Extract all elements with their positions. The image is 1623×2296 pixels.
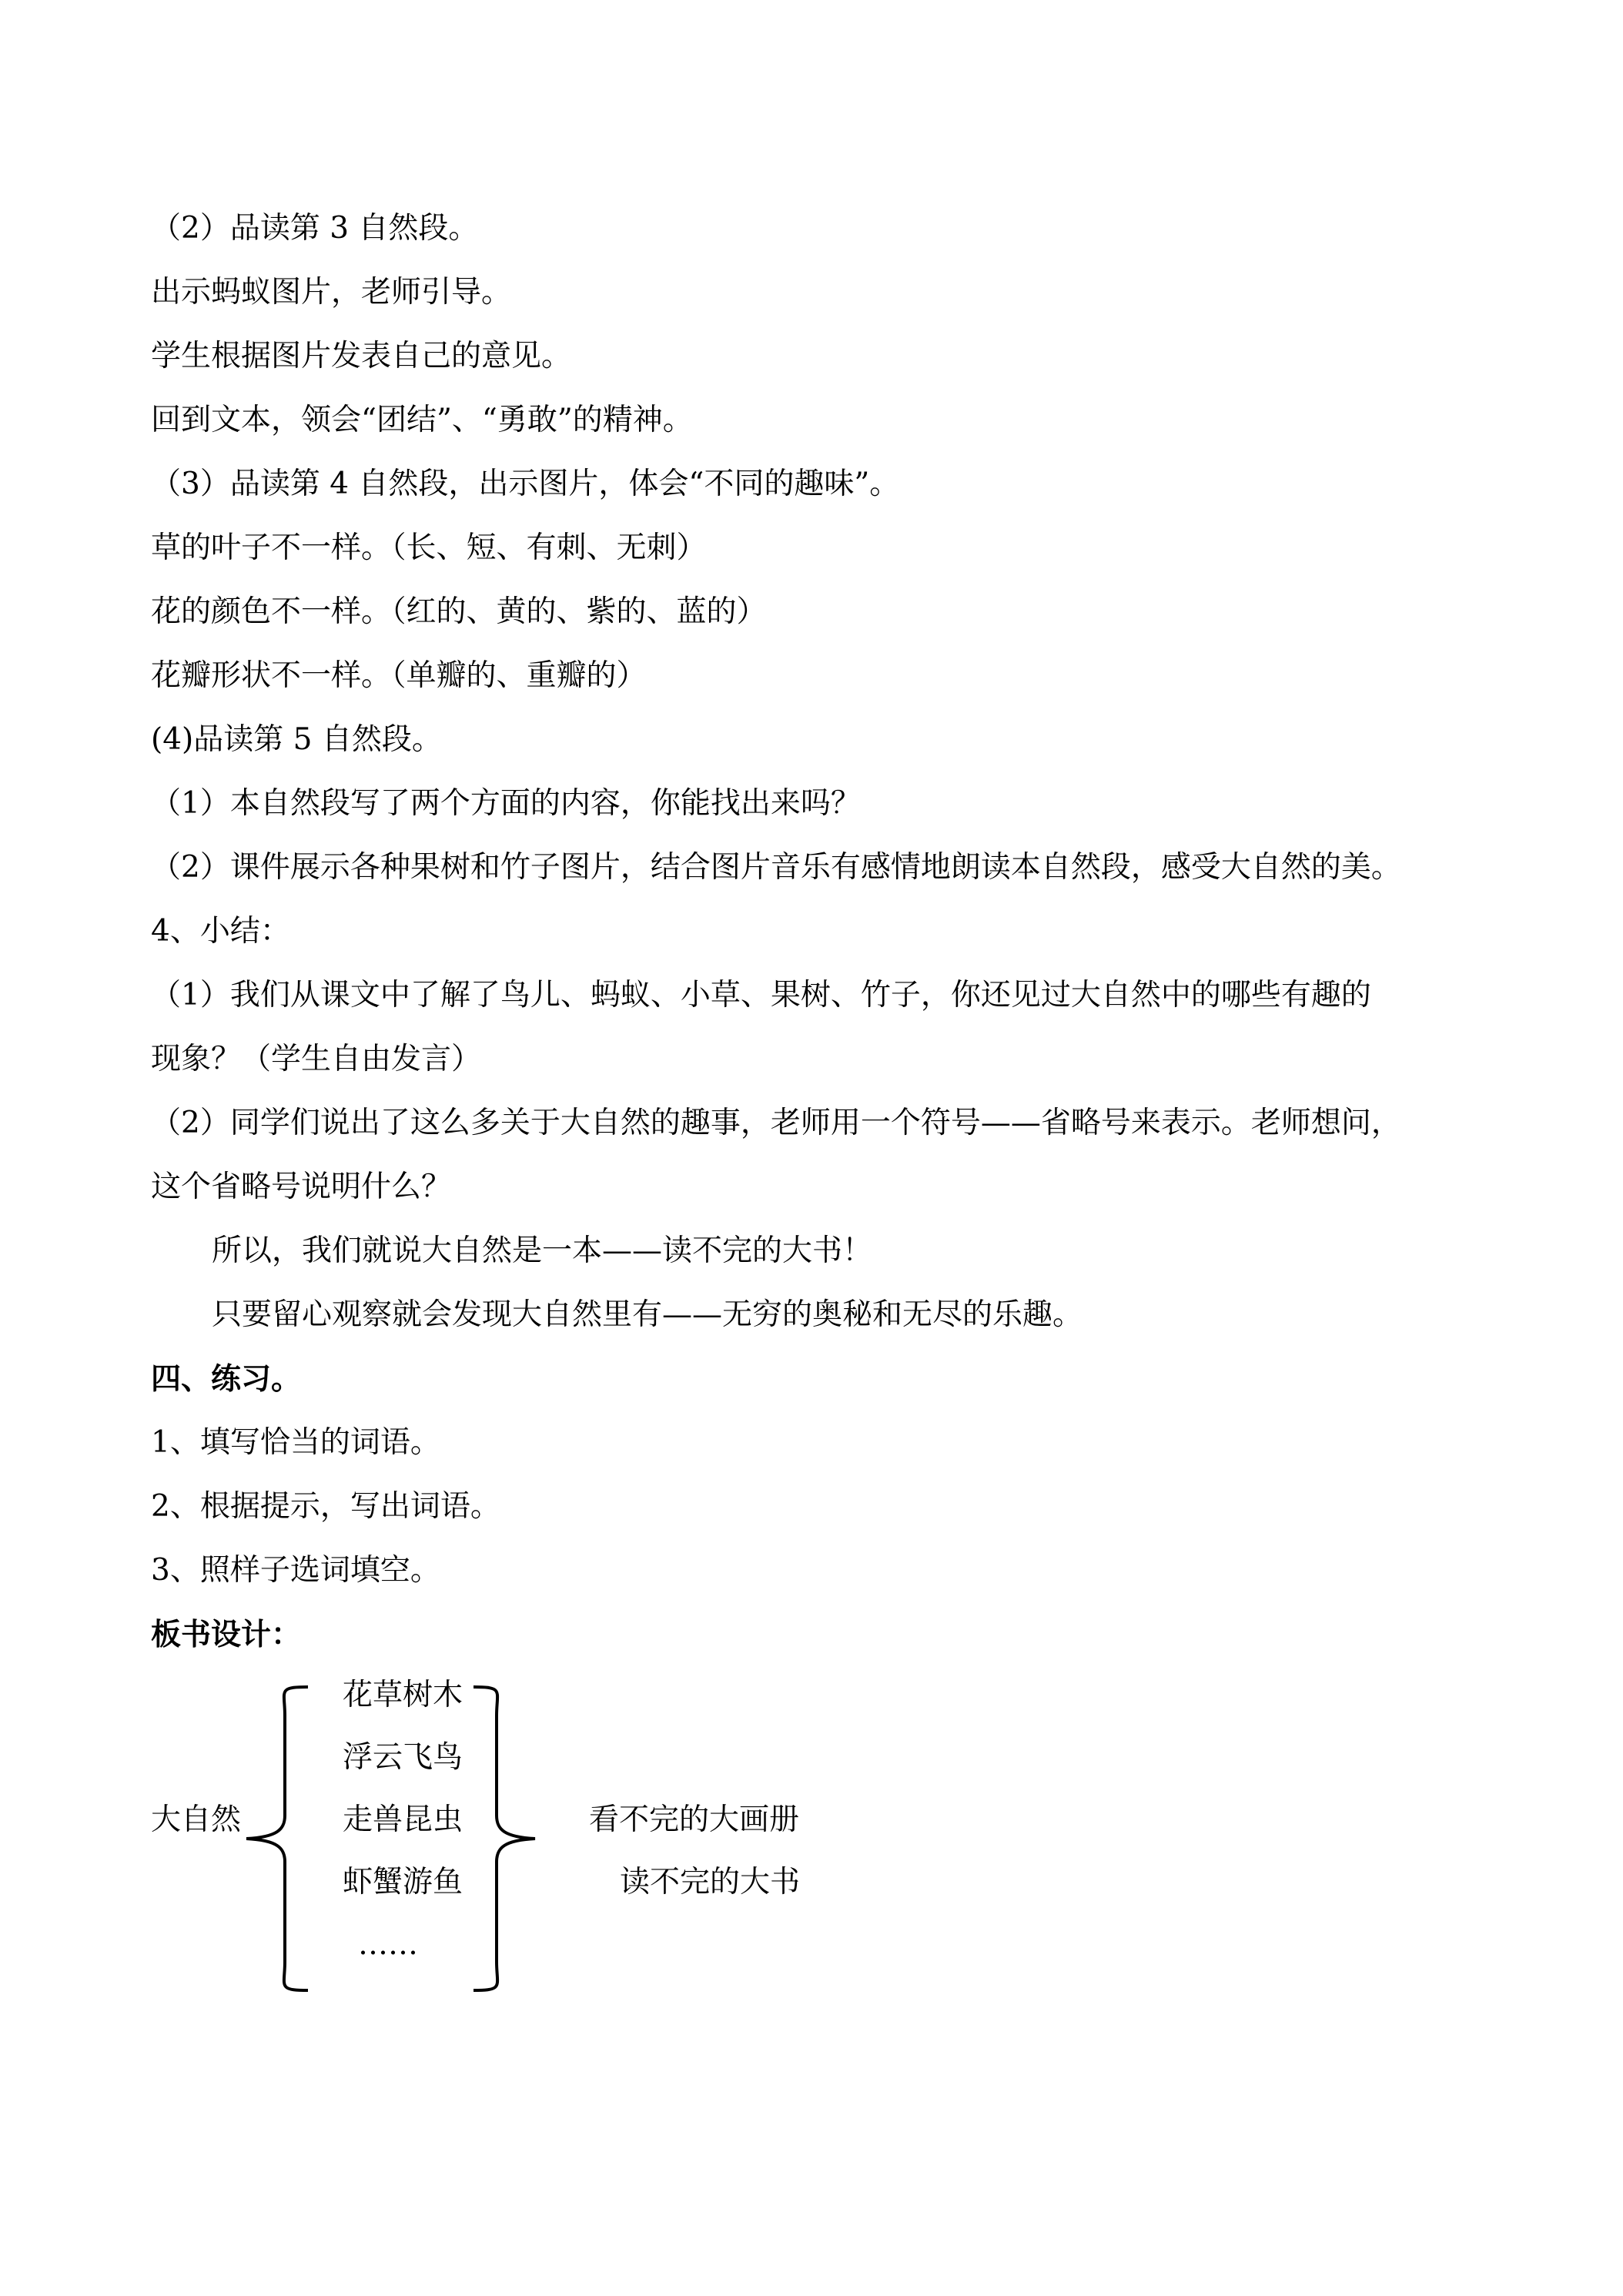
left-brace [243, 1685, 312, 1993]
text-line: （2）品读第 3 自然段。 [151, 211, 479, 246]
board-conclusion: 看不完的大画册 [589, 1802, 800, 1837]
text-line: （2）同学们说出了这么多关于大自然的趣事，老师用一个符号——省略号来表示。老师想问， [151, 1106, 1401, 1140]
text-line: 草的叶子不一样。（长、短、有刺、无刺） [151, 530, 707, 565]
text-line: 学生根据图片发表自己的意见。 [151, 339, 572, 373]
text-line: 现象？（学生自由发言） [151, 1042, 482, 1076]
text-line: 出示蚂蚁图片，老师引导。 [151, 275, 512, 310]
text-line: 回到文本，领会“团结”、“勇敢”的精神。 [151, 403, 693, 437]
board-heading: 板书设计： [151, 1617, 302, 1652]
practice-item: 3、照样子选词填空。 [151, 1553, 440, 1588]
text-line: 花的颜色不一样。（红的、黄的、紫的、蓝的） [151, 594, 767, 629]
board-item: 走兽昆虫 [343, 1802, 463, 1837]
board-root-word: 大自然 [151, 1802, 242, 1837]
practice-heading: 四、练习。 [151, 1361, 302, 1397]
text-line: 所以，我们就说大自然是一本——读不完的大书！ [212, 1233, 873, 1268]
board-item: 花草树木 [343, 1678, 463, 1712]
practice-item: 1、填写恰当的词语。 [151, 1425, 440, 1460]
text-line: 只要留心观察就会发现大自然里有——无穷的奥秘和无尽的乐趣。 [212, 1297, 1083, 1332]
text-line: (4)品读第 5 自然段。 [151, 722, 442, 757]
text-line: （1）我们从课文中了解了鸟儿、蚂蚁、小草、果树、竹子，你还见过大自然中的哪些有趣的 [151, 978, 1371, 1012]
text-line: 这个省略号说明什么？ [151, 1170, 452, 1204]
text-line: 4、小结： [151, 914, 290, 949]
board-ellipsis: …… [358, 1927, 418, 1962]
right-brace [470, 1685, 539, 1993]
board-conclusion: 读不完的大书 [620, 1865, 801, 1899]
text-line: 花瓣形状不一样。（单瓣的、重瓣的） [151, 658, 647, 693]
practice-item: 2、根据提示，写出词语。 [151, 1489, 500, 1524]
text-line: （3）品读第 4 自然段，出示图片，体会“不同的趣味”。 [151, 467, 900, 501]
text-line: （2）课件展示各种果树和竹子图片，结合图片音乐有感情地朗读本自然段，感受大自然的美。 [151, 850, 1401, 885]
board-item: 虾蟹游鱼 [343, 1865, 463, 1899]
board-item: 浮云飞鸟 [343, 1740, 463, 1775]
text-line: （1）本自然段写了两个方面的内容，你能找出来吗？ [151, 786, 861, 821]
